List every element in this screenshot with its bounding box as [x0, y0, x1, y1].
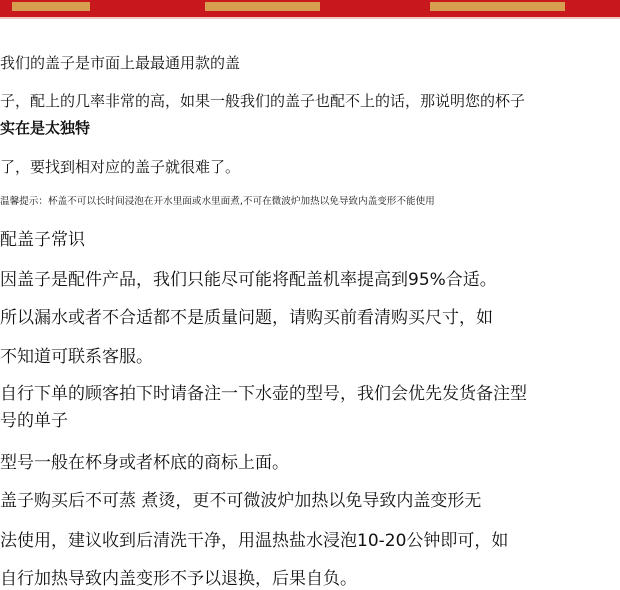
intro-line-3: 实在是太独特: [0, 119, 91, 137]
knowledge-line-1: 因盖子是配件产品，我们只能尽可能将配盖机率提高到95%合适。: [0, 270, 497, 290]
knowledge-line-5: 号的单子: [0, 411, 68, 431]
intro-line-1: 我们的盖子是市面上最最通用款的盖: [0, 54, 241, 72]
banner-gold-stroke-left: [12, 2, 90, 11]
intro-line-4: 了，要找到相对应的盖子就很难了。: [0, 158, 241, 176]
knowledge-line-7: 盖子购买后不可蒸 煮烫，更不可微波炉加热以免导致内盖变形无: [0, 491, 482, 511]
knowledge-line-4: 自行下单的顾客拍下时请备注一下水壶的型号，我们会优先发货备注型: [0, 384, 527, 404]
warm-tip: 温馨提示：杯盖不可以长时间浸泡在开水里面或水里面煮,不可在微波炉加热以免导致内盖变形不能使用: [0, 196, 435, 207]
top-banner: [0, 0, 620, 19]
intro-line-2: 子，配上的几率非常的高，如果一般我们的盖子也配不上的话，那说明您的杯子: [0, 92, 526, 110]
banner-gold-stroke-middle: [205, 2, 320, 11]
banner-gold-stroke-right: [430, 2, 565, 11]
knowledge-line-3: 不知道可联系客服。: [0, 347, 153, 367]
knowledge-line-6: 型号一般在杯身或者杯底的商标上面。: [0, 453, 289, 473]
section-title: 配盖子常识: [0, 230, 85, 250]
knowledge-line-9: 自行加热导致内盖变形不予以退换，后果自负。: [0, 569, 357, 589]
knowledge-line-2: 所以漏水或者不合适都不是质量问题，请购买前看清购买尺寸，如: [0, 308, 493, 328]
knowledge-line-8: 法使用，建议收到后清洗干净，用温热盐水浸泡10-20公钟即可，如: [0, 531, 509, 551]
